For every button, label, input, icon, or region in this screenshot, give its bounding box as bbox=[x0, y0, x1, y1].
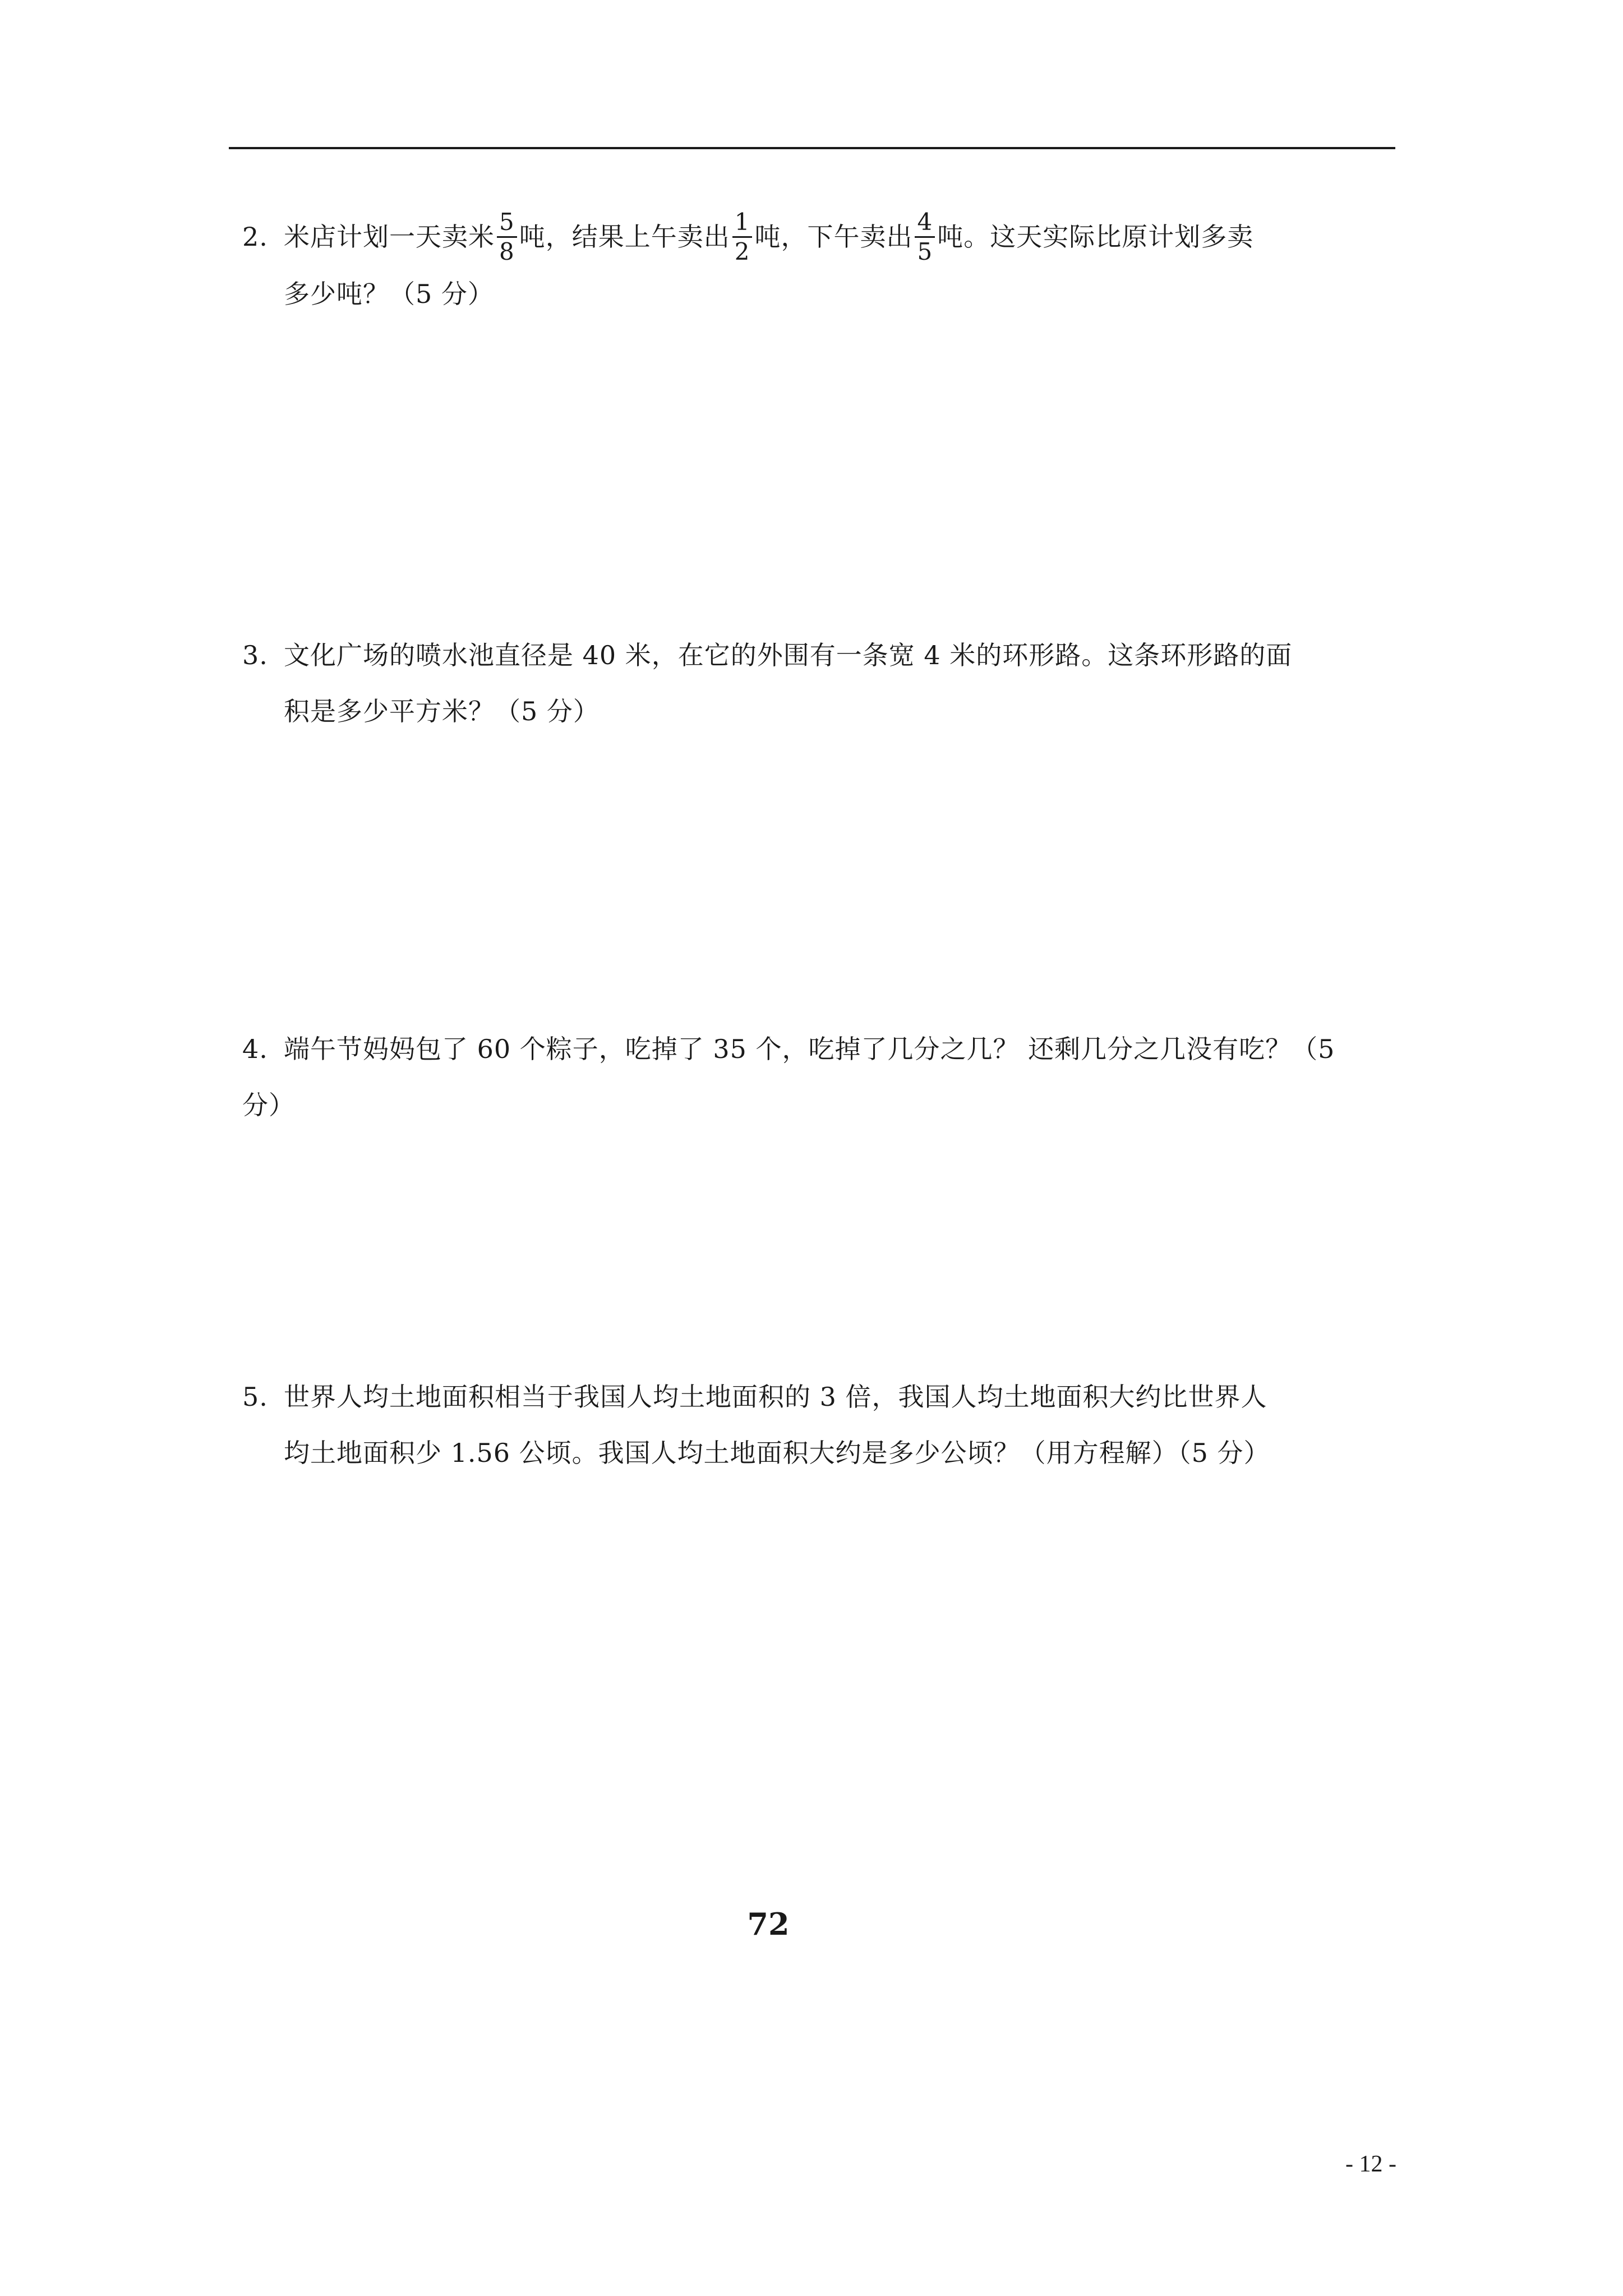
question-2-line-2: 多少吨？（5 分） bbox=[284, 278, 494, 309]
question-3 bbox=[242, 627, 1364, 739]
question-text: 吨，结果上午卖出 bbox=[519, 222, 730, 252]
question-4 bbox=[242, 1021, 1364, 1133]
fraction-denominator: 2 bbox=[734, 237, 750, 265]
page-number: 72 bbox=[747, 1906, 790, 1942]
question-text: 吨。这天实际比原计划多卖 bbox=[937, 222, 1254, 252]
question-3-line-2: 积是多少平方米？（5 分） bbox=[284, 696, 600, 726]
fraction bbox=[915, 210, 935, 264]
question-text: 文化广场的喷水池直径是 40 米，在它的外围有一条宽 4 米的环形路。这条环形路的面 bbox=[284, 640, 1293, 670]
fraction bbox=[497, 210, 517, 264]
question-5 bbox=[242, 1369, 1364, 1481]
question-text: 米店计划一天卖米 bbox=[284, 222, 495, 252]
fraction-numerator: 4 bbox=[915, 210, 935, 238]
header-rule bbox=[229, 147, 1395, 149]
fraction-denominator: 8 bbox=[499, 237, 515, 265]
question-text: 世界人均土地面积相当于我国人均土地面积的 3 倍，我国人均土地面积大约比世界人 bbox=[284, 1382, 1267, 1412]
fraction-numerator: 1 bbox=[732, 210, 753, 238]
fraction-numerator: 5 bbox=[497, 210, 517, 238]
question-3-line-1 bbox=[242, 627, 1364, 683]
question-number: 3. bbox=[242, 640, 268, 670]
question-2-line-1 bbox=[242, 209, 1364, 266]
question-number: 2. bbox=[242, 222, 268, 252]
question-number: 5. bbox=[242, 1382, 268, 1412]
question-text: 吨，下午卖出 bbox=[754, 222, 913, 252]
fraction bbox=[732, 210, 753, 264]
question-4-line-1 bbox=[242, 1021, 1364, 1133]
question-2 bbox=[242, 209, 1364, 322]
fraction-denominator: 5 bbox=[917, 237, 933, 265]
page-footer: - 12 - bbox=[1345, 2151, 1396, 2177]
question-number: 4. bbox=[242, 1034, 268, 1064]
question-5-line-2: 均土地面积少 1.56 公顷。我国人均土地面积大约是多少公顷？（用方程解）（5 分） bbox=[284, 1438, 1270, 1468]
question-5-line-1 bbox=[242, 1369, 1364, 1425]
question-text: 端午节妈妈包了 60 个粽子，吃掉了 35 个，吃掉了几分之几？ 还剩几分之几没有吃？（5 分） bbox=[242, 1034, 1335, 1120]
